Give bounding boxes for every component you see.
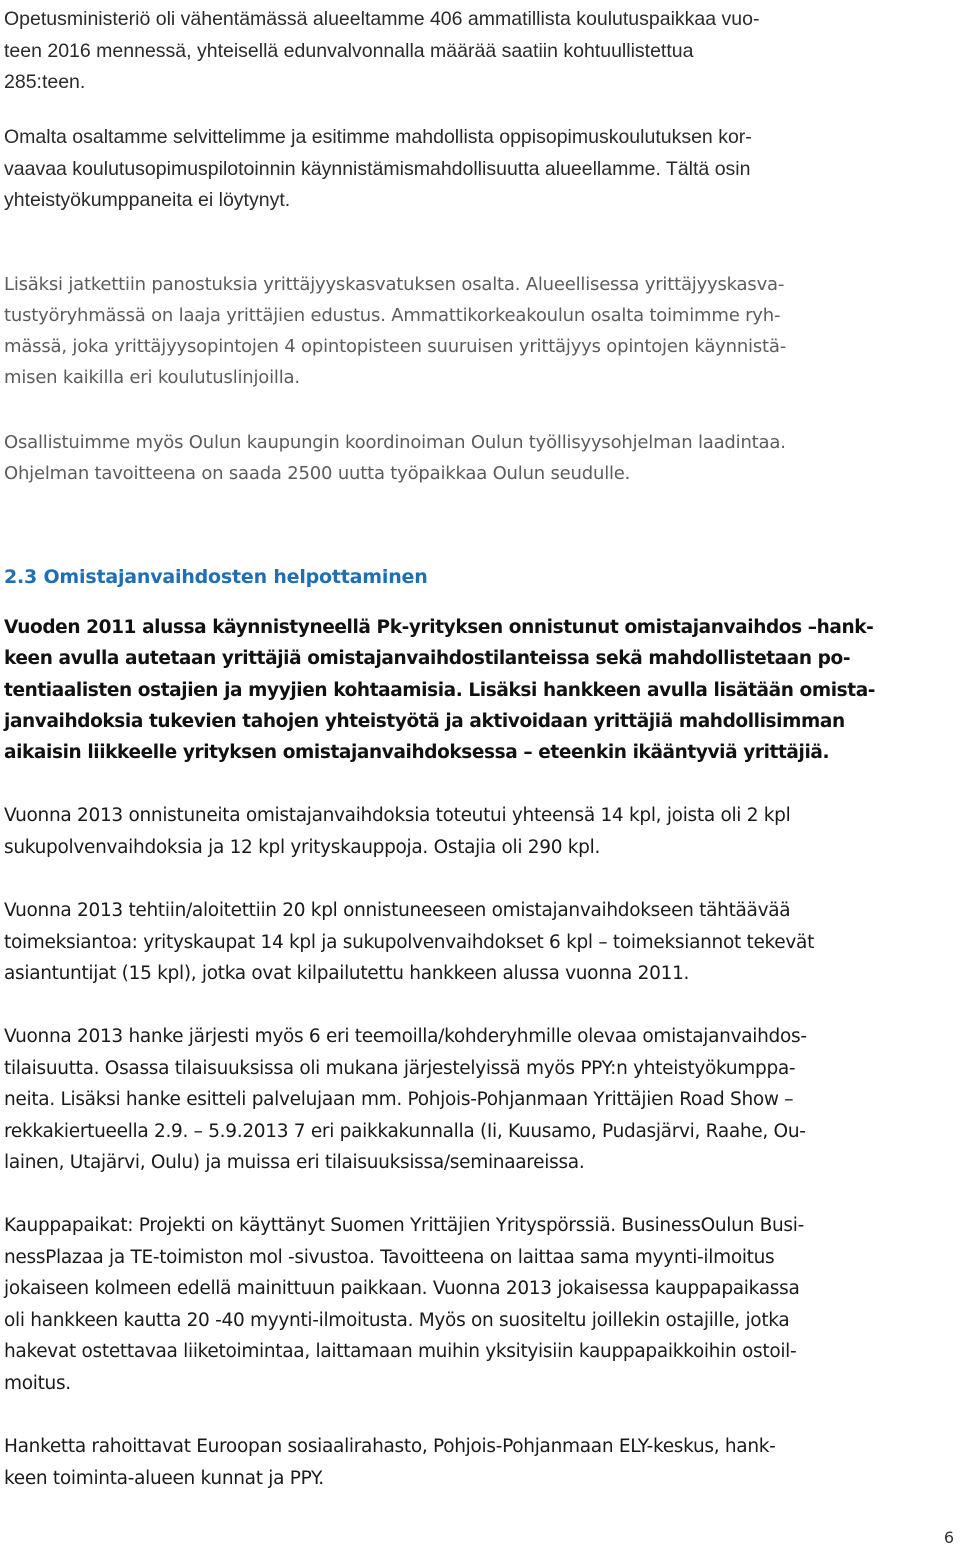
- text-line: Vuoden 2011 alussa käynnistyneellä Pk-yrityksen onnistunut omistajanvaihdos –hank-: [4, 617, 874, 638]
- text-line: Vuonna 2013 onnistuneita omistajanvaihdoksia toteutui yhteensä 14 kpl, joista oli 2 kpl: [4, 805, 791, 826]
- paragraph-vocational-places: [4, 4, 954, 99]
- text-line: Omalta osaltamme selvittelimme ja esitimme mahdollista oppisopimuskoulutuksen kor-: [4, 126, 752, 148]
- text-line: teen 2016 mennessä, yhteisellä edunvalvonnalla määrää saatiin kohtuullistettua: [4, 39, 694, 62]
- text-line: hakevat ostettavaa liiketoimintaa, laittamaan muihin yksityisiin kauppapaikkoihin ostoil-: [4, 1341, 797, 1362]
- paragraph-entrepreneurship-education: [4, 269, 954, 393]
- paragraph-employment-programme: [4, 427, 954, 489]
- text-line: tustyöryhmässä on laaja yrittäjien edustus. Ammattikorkeakoulun osalta toimimme ryh-: [4, 305, 781, 326]
- page-number: 6: [943, 1528, 954, 1547]
- text-line: rekkakiertueella 2.9. – 5.9.2013 7 eri paikkakunnalla (Ii, Kuusamo, Pudasjärvi, Raahe, Ou-: [4, 1120, 806, 1142]
- text-line: lainen, Utajärvi, Oulu) ja muissa eri tilaisuuksissa/seminaareissa.: [4, 1152, 585, 1173]
- text-line: mässä, joka yrittäjyysopintojen 4 opintopisteen suuruisen yrittäjyys opintojen käynnistä-: [4, 336, 786, 357]
- text-line: oli hankkeen kautta 20 -40 myynti-ilmoitusta. Myös on suositeltu joillekin ostajille, jotka: [4, 1309, 790, 1331]
- text-line: tilaisuutta. Osassa tilaisuuksissa oli mukana järjestelyissä myös PPY:n yhteistyökumppa-: [4, 1057, 796, 1079]
- text-line: Vuonna 2013 hanke järjesti myös 6 eri teemoilla/kohderyhmille olevaa omistajanvaihdos-: [4, 1026, 807, 1047]
- text-line: janvaihdoksia tukevien tahojen yhteistyötä ja aktivoidaan yrittäjiä mahdollisimman: [4, 710, 845, 732]
- text-line: Lisäksi jatkettiin panostuksia yrittäjyyskasvatuksen osalta. Alueellisessa yrittäjyyskasva-: [4, 274, 785, 295]
- text-line: aikaisin liikkeelle yrityksen omistajanvaihdoksessa – eteenkin ikääntyviä yrittäjiä.: [4, 742, 830, 764]
- text-line: asiantuntijat (15 kpl), jotka ovat kilpailutettu hankkeen alussa vuonna 2011.: [4, 963, 690, 984]
- text-line: Vuonna 2013 tehtiin/aloitettiin 20 kpl onnistuneeseen omistajanvaihdokseen tähtäävää: [4, 900, 791, 921]
- text-line: nessPlazaa ja TE-toimiston mol -sivustoa. Tavoitteena on laittaa sama myynti-ilmoitus: [4, 1246, 775, 1268]
- text-line: toimeksiantoa: yrityskaupat 14 kpl ja sukupolvenvaihdokset 6 kpl – toimeksiannot tekevät: [4, 931, 815, 953]
- paragraph-project-intro: [4, 612, 954, 768]
- text-line: keen avulla autetaan yrittäjiä omistajanvaihdostilanteissa sekä mahdollistetaan po-: [4, 648, 851, 670]
- paragraph-assignments: [4, 895, 954, 990]
- text-line: tentiaalisten ostajien ja myyjien kohtaamisia. Lisäksi hankkeen avulla lisätään omista-: [4, 679, 876, 701]
- section-heading: 2.3 Omistajanvaihdosten helpottaminen: [4, 566, 428, 588]
- text-line: jokaiseen kolmeen edellä mainittuun paikkaan. Vuonna 2013 jokaisessa kauppapaikassa: [4, 1278, 800, 1299]
- paragraph-events: [4, 1021, 954, 1179]
- text-line: Osallistuimme myös Oulun kaupungin koordinoiman Oulun työllisyysohjelman laadintaa.: [4, 432, 786, 453]
- text-line: yhteistyökumppaneita ei löytynyt.: [4, 189, 291, 211]
- text-line: sukupolvenvaihdoksia ja 12 kpl yrityskauppoja. Ostajia oli 290 kpl.: [4, 836, 601, 858]
- text-line: Opetusministeriö oli vähentämässä alueeltamme 406 ammatillista koulutuspaikkaa vuo-: [4, 8, 760, 30]
- text-line: misen kaikilla eri koulutuslinjoilla.: [4, 367, 300, 388]
- text-line: vaavaa koulutusopimuspilotoinnin käynnistämismahdollisuutta alueellamme. Tältä osin: [4, 157, 751, 180]
- paragraph-successful-changes: [4, 800, 954, 863]
- text-line: Hanketta rahoittavat Euroopan sosiaalirahasto, Pohjois-Pohjanmaan ELY-keskus, hank-: [4, 1436, 776, 1457]
- text-line: moitus.: [4, 1372, 71, 1394]
- paragraph-marketplaces: [4, 1210, 954, 1399]
- text-line: 285:teen.: [4, 71, 86, 93]
- text-line: Kauppapaikat: Projekti on käyttänyt Suomen Yrittäjien Yrityspörssiä. BusinessOulun Busi-: [4, 1215, 804, 1236]
- paragraph-funding: [4, 1431, 954, 1494]
- text-line: neita. Lisäksi hanke esitteli palvelujaan mm. Pohjois-Pohjanmaan Yrittäjien Road Show –: [4, 1089, 794, 1110]
- text-line: Ohjelman tavoitteena on saada 2500 uutta työpaikkaa Oulun seudulle.: [4, 463, 631, 484]
- paragraph-apprenticeship-pilot: [4, 122, 954, 217]
- text-line: keen toiminta-alueen kunnat ja PPY.: [4, 1467, 324, 1489]
